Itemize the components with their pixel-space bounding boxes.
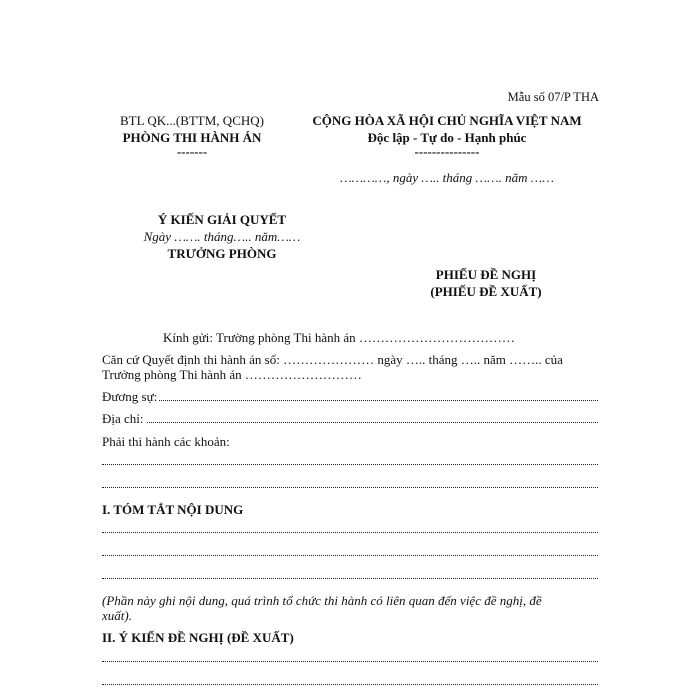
basis-line-1: Căn cứ Quyết định thi hành án số: ………………… ngày ….. tháng ….. năm …….. của: [102, 352, 563, 367]
address-label: Địa chỉ:: [102, 411, 144, 426]
opinion-title: Ý KIẾN GIẢI QUYẾT: [157, 212, 287, 227]
address-fill-line: [102, 420, 598, 423]
section1-fill-line-1: [102, 530, 598, 533]
payments-fill-line-1: [102, 462, 598, 465]
document-title-line1: PHIẾU ĐỀ NGHỊ: [435, 267, 537, 282]
left-header-rule: -------: [176, 144, 208, 159]
place-date-line: …………, ngày ….. tháng ……. năm ……: [340, 170, 554, 185]
payments-fill-line-2: [102, 485, 598, 488]
agency-name: BTL QK...(BTTM, QCHQ): [120, 113, 264, 128]
national-motto: Độc lập - Tự do - Hạnh phúc: [367, 130, 527, 145]
right-header: [294, 113, 600, 186]
section1-fill-line-3: [102, 576, 598, 579]
section1-note-line-2: xuất).: [102, 608, 132, 623]
section1-fill-line-2: [102, 553, 598, 556]
right-header-rule: ---------------: [414, 144, 480, 159]
payments-label: Phải thi hành các khoản:: [102, 434, 230, 449]
section2-fill-line-2: [102, 682, 598, 685]
party-fill-line: [102, 398, 598, 401]
section1-heading: I. TÓM TẮT NỘI DUNG: [102, 502, 244, 517]
document-title: [386, 267, 586, 300]
party-label: Đương sự:: [102, 389, 158, 404]
department-name: PHÒNG THI HÀNH ÁN: [122, 130, 262, 145]
section2-heading: II. Ý KIẾN ĐỀ NGHỊ (ĐỀ XUẤT): [102, 630, 294, 645]
opinion-block: [122, 212, 322, 262]
form-number: Mẫu số 07/P THA: [507, 90, 599, 104]
section1-note-line-1: (Phần này ghi nội dung, quá trình tổ chức thi hành có liên quan đến việc đề nghị, đề: [102, 593, 542, 608]
country-name: CỘNG HÒA XÃ HỘI CHỦ NGHĨA VIỆT NAM: [312, 113, 582, 128]
document-title-line2: (PHIẾU ĐỀ XUẤT): [430, 284, 542, 299]
opinion-date: Ngày ……. tháng….. năm……: [143, 229, 301, 244]
opinion-signer: TRƯỞNG PHÒNG: [167, 246, 277, 261]
basis-line-2: Trưởng phòng Thi hành án ………………………: [102, 367, 362, 382]
section2-fill-line-1: [102, 659, 598, 662]
left-header: [102, 113, 282, 160]
salutation: Kính gửi: Trường phòng Thi hành án ………………………………: [163, 330, 515, 345]
